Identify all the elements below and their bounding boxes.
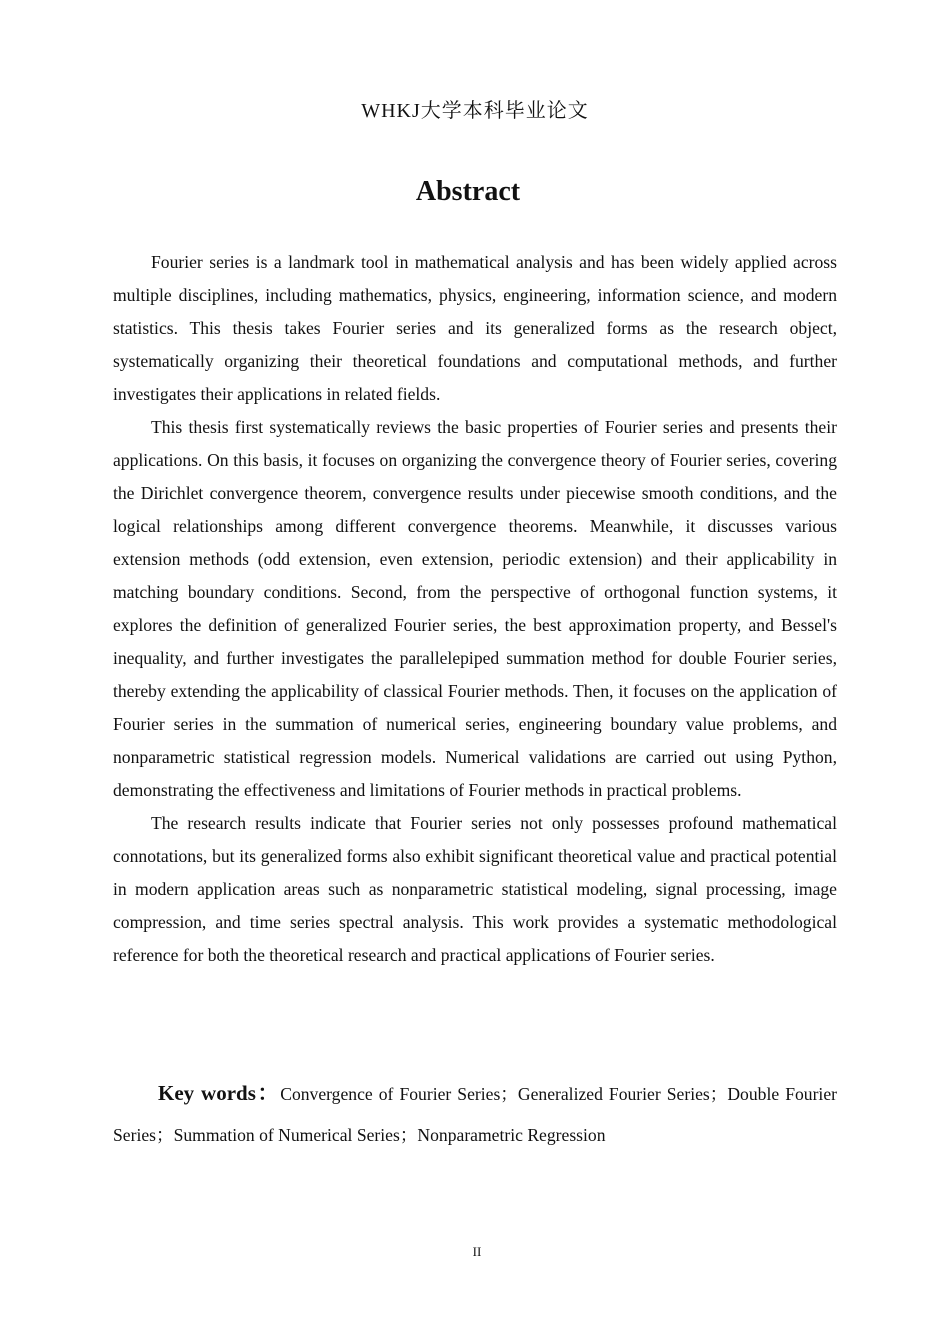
keywords-section xyxy=(113,1073,837,1156)
abstract-body xyxy=(113,246,837,972)
abstract-paragraph-3: The research results indicate that Fourier series not only possesses profound mathematical connotations, but its generalized forms also exhibit significant theoretical value and practical potential in modern application areas such as nonparametric statistical modeling, signal processing, image compression, and time series spectral analysis. This work provides a systematic methodological reference for both the theoretical research and practical applications of Fourier series. xyxy=(113,813,837,965)
abstract-paragraph-1: Fourier series is a landmark tool in mathematical analysis and has been widely applied across multiple disciplines, including mathematics, physics, engineering, information science, and modern statistics. This thesis takes Fourier series and its generalized forms as the research object, systematically organizing their theoretical foundations and computational methods, and further investigates their applications in related fields. xyxy=(113,252,837,404)
keywords-text: Convergence of Fourier Series；Generalized Fourier Series；Double Fourier Series；Summation of Numerical Series；Nonparametric Regression xyxy=(113,1084,837,1145)
page-number: II xyxy=(472,1244,482,1259)
running-header: WHKJ大学本科毕业论文 xyxy=(361,100,589,122)
abstract-paragraph-2: This thesis first systematically reviews the basic properties of Fourier series and presents their applications. On this basis, it focuses on organizing the convergence theory of Fourier series, covering the Dirichlet convergence theorem, convergence results under piecewise smooth conditions, and the logical relationships among different convergence theorems. Meanwhile, it discusses various extension methods (odd extension, even extension, periodic extension) and their applicability in matching boundary conditions. Second, from the perspective of orthogonal function systems, it explores the definition of generalized Fourier series, the best approximation property, and Bessel's inequality, and further investigates the parallelepiped summation method for double Fourier series, thereby extending the applicability of classical Fourier methods. Then, it focuses on the application of Fourier series in the summation of numerical series, engineering boundary value problems, and nonparametric statistical regression models. Numerical validations are carried out using Python, demonstrating the effectiveness and limitations of Fourier methods in practical problems. xyxy=(113,417,837,800)
abstract-title: Abstract xyxy=(415,176,521,207)
keywords-label: Key words： xyxy=(158,1081,281,1105)
